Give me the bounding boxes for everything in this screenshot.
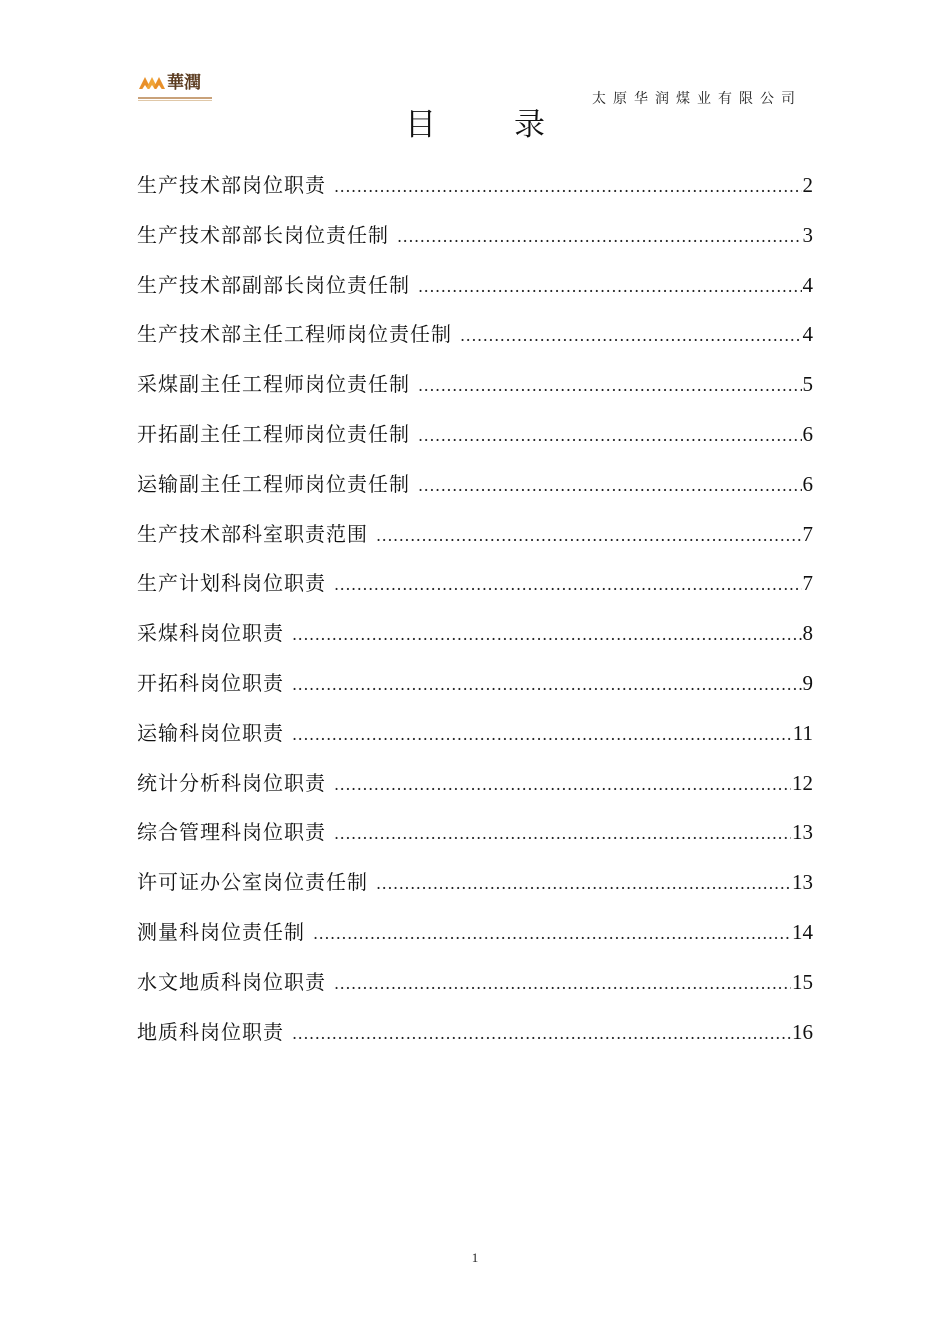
toc-entry-page-number: 4 — [802, 322, 813, 347]
toc-entry[interactable] — [137, 817, 813, 867]
toc-entry-page-number: 14 — [792, 919, 813, 944]
company-logo — [137, 69, 213, 105]
logo-wordmark: 華潤 — [167, 73, 201, 93]
toc-entry-title: 生产计划科岗位职责 — [137, 571, 326, 596]
toc-entry-page-number: 11 — [792, 720, 813, 745]
toc-dot-leader — [418, 272, 802, 302]
toc-entry-page-number: 12 — [792, 770, 813, 795]
toc-entry[interactable] — [137, 718, 813, 768]
toc-entry-title: 开拓副主任工程师岗位责任制 — [137, 421, 410, 446]
toc-entry-title: 统计分析科岗位职责 — [137, 770, 326, 795]
toc-entry-title: 采煤科岗位职责 — [137, 621, 284, 646]
toc-entry[interactable] — [137, 1017, 813, 1067]
toc-entry[interactable] — [137, 220, 813, 270]
toc-dot-leader — [334, 969, 791, 999]
toc-dot-leader — [460, 321, 802, 351]
toc-entry[interactable] — [137, 469, 813, 519]
toc-entry[interactable] — [137, 170, 813, 220]
toc-entry[interactable] — [137, 917, 813, 967]
toc-entry-page-number: 5 — [802, 372, 813, 397]
toc-dot-leader — [334, 570, 802, 600]
toc-entry-title: 生产技术部主任工程师岗位责任制 — [137, 322, 452, 347]
toc-entry[interactable] — [137, 867, 813, 917]
toc-entry-title: 运输副主任工程师岗位责任制 — [137, 471, 410, 496]
toc-entry-title: 生产技术部副部长岗位责任制 — [137, 272, 410, 297]
toc-entry-page-number: 6 — [802, 421, 813, 446]
toc-entry[interactable] — [137, 568, 813, 618]
toc-entry-title: 综合管理科岗位职责 — [137, 820, 326, 845]
toc-entry[interactable] — [137, 519, 813, 569]
toc-dot-leader — [334, 172, 802, 202]
toc-dot-leader — [292, 620, 802, 650]
toc-entry-page-number: 16 — [792, 1019, 813, 1044]
toc-entry-page-number: 3 — [802, 222, 813, 247]
toc-title: 目录 — [405, 107, 623, 143]
toc-dot-leader — [334, 819, 791, 849]
toc-entry-page-number: 7 — [802, 571, 813, 596]
toc-entry[interactable] — [137, 419, 813, 469]
toc-entry-title: 开拓科岗位职责 — [137, 670, 284, 695]
toc-entry-page-number: 9 — [802, 670, 813, 695]
toc-entry-page-number: 13 — [792, 820, 813, 845]
toc-entry[interactable] — [137, 319, 813, 369]
toc-dot-leader — [418, 371, 802, 401]
toc-entry-title: 生产技术部岗位职责 — [137, 173, 326, 197]
toc-entry[interactable] — [137, 668, 813, 718]
toc-entry-page-number: 15 — [792, 969, 813, 994]
toc-entry-page-number: 7 — [802, 521, 813, 546]
toc-entry-title: 水文地质科岗位职责 — [137, 969, 326, 994]
toc-dot-leader — [376, 869, 791, 899]
toc-entry-page-number: 8 — [802, 621, 813, 646]
toc-dot-leader — [292, 670, 802, 700]
toc-entry-page-number: 4 — [802, 272, 813, 297]
toc-dot-leader — [397, 222, 802, 252]
toc-entry[interactable] — [137, 618, 813, 668]
toc-entry-page-number: 2 — [802, 173, 813, 197]
toc-entry[interactable] — [137, 967, 813, 1017]
toc-dot-leader — [418, 421, 802, 451]
toc-entry-page-number: 6 — [802, 471, 813, 496]
toc-entry[interactable] — [137, 369, 813, 419]
toc-entry-title: 生产技术部科室职责范围 — [137, 521, 368, 546]
toc-entry[interactable] — [137, 270, 813, 320]
toc-dot-leader — [334, 770, 791, 800]
toc-dot-leader — [313, 919, 791, 949]
toc-entry-title: 许可证办公室岗位责任制 — [137, 870, 368, 895]
toc-dot-leader — [376, 521, 802, 551]
table-of-contents — [137, 170, 813, 1066]
toc-entry-title: 运输科岗位职责 — [137, 720, 284, 745]
toc-entry-page-number: 13 — [792, 870, 813, 895]
toc-dot-leader — [292, 1019, 791, 1049]
page-number: 1 — [471, 1250, 479, 1265]
company-name: 太原华润煤业有限公司 — [592, 91, 802, 107]
toc-entry[interactable] — [137, 768, 813, 818]
toc-entry-title: 生产技术部部长岗位责任制 — [137, 222, 389, 247]
toc-entry-title: 地质科岗位职责 — [137, 1019, 284, 1044]
toc-entry-title: 测量科岗位责任制 — [137, 919, 305, 944]
toc-dot-leader — [292, 720, 792, 750]
huarun-logo-icon — [137, 69, 213, 105]
toc-dot-leader — [418, 471, 802, 501]
toc-entry-title: 采煤副主任工程师岗位责任制 — [137, 372, 410, 397]
